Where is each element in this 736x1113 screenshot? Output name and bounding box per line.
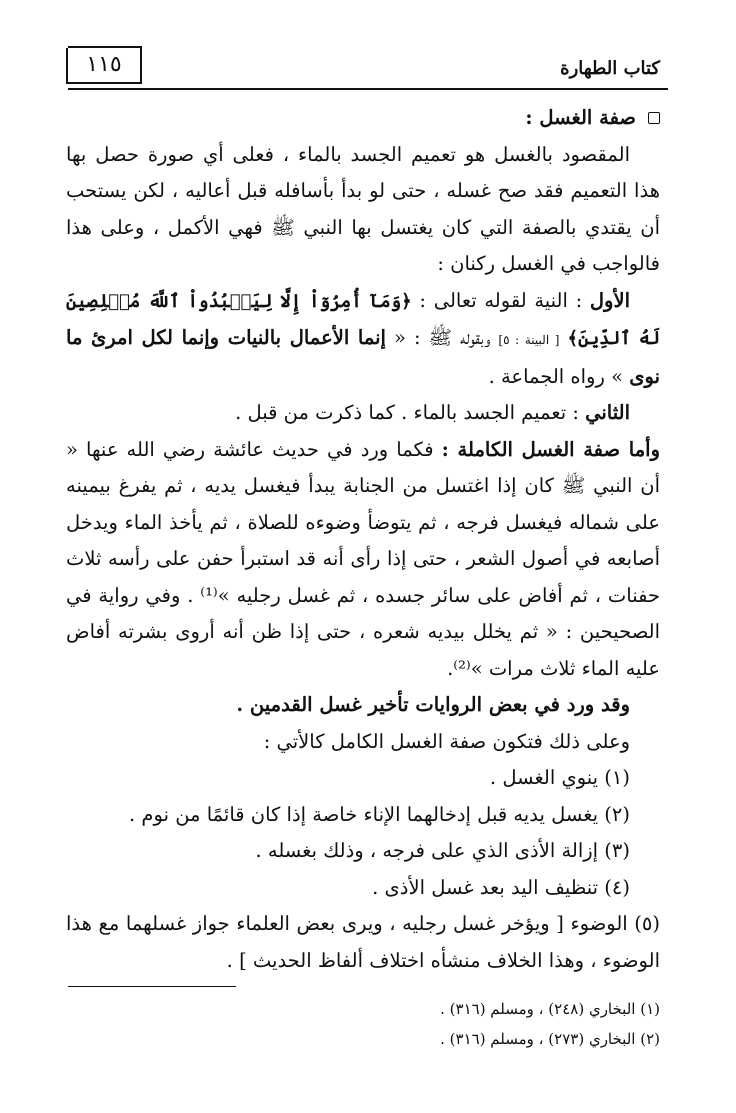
footnotes [68,994,660,1054]
footnote-divider [68,986,236,987]
second-pillar-paragraph [66,395,660,432]
hadith-source: » رواه الجماعة . [488,364,624,388]
second-pillar-text: : تعميم الجسد بالماء . كما ذكرت من قبل . [235,401,579,424]
book-title: كتاب الطهارة [560,58,660,79]
quran-verse: ﴿وَمَآ أُمِرُوٓاْ إِلَّا لِيَعۡبُدُواْ ٱللَّهَ مُخۡلِصِينَ لَهُ ٱلدِّينَ﴾ [66,290,660,349]
first-pillar-paragraph [66,283,660,396]
first-pillar-label: الأول [589,288,631,312]
header-divider [68,88,668,90]
square-bullet-icon [648,112,660,124]
hadith-text: إنما الأعمال بالنيات وإنما لكل امرئ ما نوى [66,326,660,388]
complete-description-label: وأما صفة الغسل الكاملة : [441,437,660,461]
list-item: (٥) الوضوء [ ويؤخر غسل رجليه ، ويرى بعض العلماء جواز غسلهما مع هذا الوضوء ، وهذا الخلاف منشأه اختلاف ألفاظ الحديث ] . [66,912,660,972]
complete-description-paragraph [66,432,660,688]
second-pillar-label: الثاني [585,401,630,424]
list-item: (٢) يغسل يديه قبل إدخالهما الإناء خاصة إذا كان قائمًا من نوم . [129,802,630,826]
delay-feet-note: وقد ورد في بعض الروايات تأخير غسل القدمين . [236,693,630,716]
list-item: (٤) تنظيف اليد بعد غسل الأذى . [372,875,630,899]
first-pillar-text: : النية لقوله تعالى : [419,288,583,312]
section-heading-text: صفة الغسل : [525,106,636,129]
quran-reference: [ البينة : ٥] [498,333,560,347]
footnote: (٢) البخاري (٢٧٣) ، ومسلم (٣١٦) . [440,1030,660,1048]
list-item: (٣) إزالة الأذى الذي على فرجه ، وذلك بغسله . [255,839,630,862]
footnote: (١) البخاري (٢٤٨) ، ومسلم (٣١٦) . [440,1000,660,1018]
hadith-intro: وبقوله ﷺ : « [393,326,491,349]
intro-paragraph: المقصود بالغسل هو تعميم الجسد بالماء ، فعلى أي صورة حصل بها هذا التعميم فقد صح غسله ، حتى لو بدأ بأسافله قبل أعاليه ، لكن يستحب أن يقتدي بالصفة التي كان يغتسل بها النبي ﷺ فهي الأكمل ، وعلى هذا فالواجب في الغسل ركنان : [66,142,660,275]
page-number: ١١٥ [68,48,142,84]
list-item: (١) ينوي الغسل . [489,766,630,789]
accordingly-paragraph: وعلى ذلك فتكون صفة الغسل الكامل كالأتي : [263,729,630,753]
main-content [66,100,660,979]
complete-description-text: فكما ورد في حديث عائشة رضي الله عنها « أن النبي ﷺ كان إذا اغتسل من الجنابة يبدأ فيغسل يديه ، ثم يفرغ بيمينه على شماله فيغسل فرجه ، ثم يتوضأ وضوءه للصلاة ، ثم يأخذ الماء ويدخل أصابعه في أصول الشعر ، حتى إذا رأى أنه قد استبرأ حفن على رأسه ثلاث حفنات ، ثم أفاض على سائر جسده ، ثم غسل رجليه »⁽¹⁾ . وفي رواية في الصحيحين : « ثم يخلل بيديه شعره ، حتى إذا ظن أنه أروى بشرته أفاض عليه الماء ثلاث مرات »⁽²⁾. [66,437,661,680]
section-heading [66,100,660,137]
